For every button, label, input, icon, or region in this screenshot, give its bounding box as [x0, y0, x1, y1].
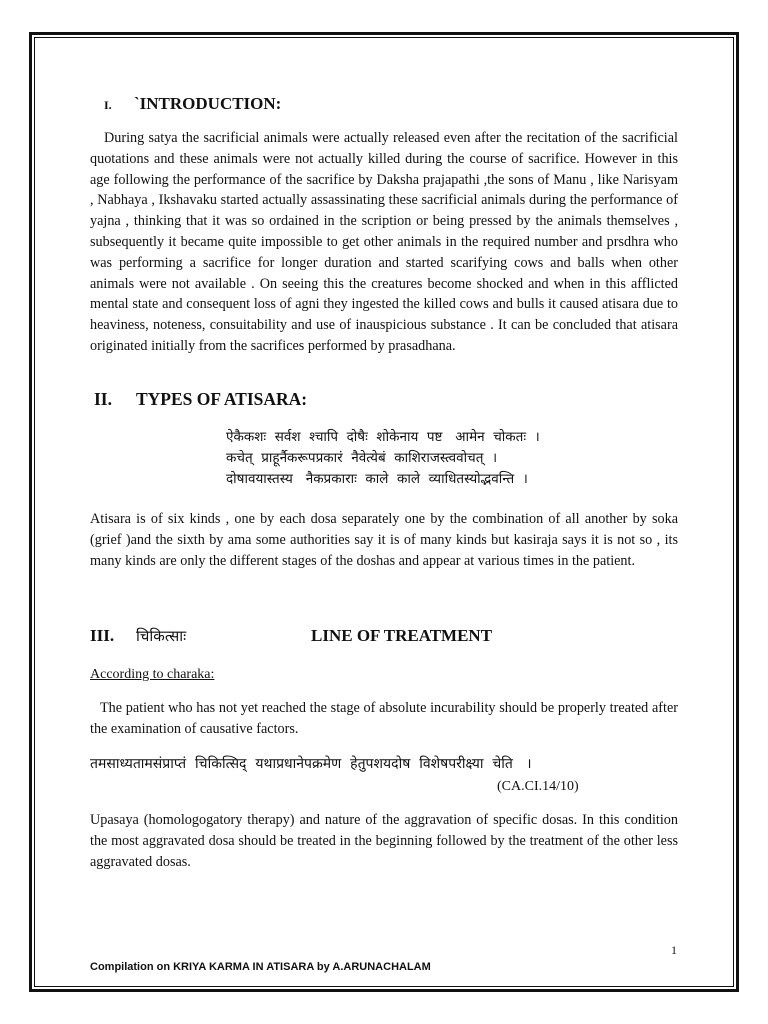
section-3-sanskrit-title: चिकित्साः — [136, 627, 187, 645]
section-2-title: TYPES OF ATISARA: — [136, 389, 308, 409]
section-1-heading — [104, 94, 281, 114]
section-3-title: LINE OF TREATMENT — [311, 626, 493, 645]
treatment-paragraph-2: Upasaya (homologogatory therapy) and nature of the aggravation of specific dosas. In this condition the most aggravated dosa should be treated in the beginning followed by the treatment of the other less aggravated dosas. — [90, 812, 678, 870]
footer-text: Compilation on KRIYA KARMA IN ATISARA by A.ARUNACHALAM — [90, 961, 431, 973]
section-1-number: I. — [104, 98, 112, 112]
introduction-paragraph: During satya the sacrificial animals were actually released even after the recitation of the sacrificial quotations and these animals were not actually killed during the course of sacrifice. However in this age following the performance of the sacrifice by Daksha prajapathi ,the sons of Manu , like Narisyam , Nabhaya , Ikshavaku started actually assassinating these sacrificial animals during the performance of yajna , thinking that it was so ordained in the scription or being pressed by the animals themselves , subsequently it became quite impossible to get other animals in the required number and prsdhra who was performing a sacrifice for longer duration and started scarifying cows and balls when other animals were not available . On seeing this the creatures become shocked and when in this afflicted mental state and consequent loss of agni they ingested the killed cows and bulls it caused atisara due to heaviness, noteness, consuitability and use of inauspicious substance . It can be concluded that atisara originated initially from the sacrifices performed by prasadhana. — [90, 130, 678, 354]
verse-reference: (CA.CI.14/10) — [497, 779, 579, 794]
charaka-subheading: According to charaka: — [90, 667, 215, 682]
section-1-title: `INTRODUCTION: — [134, 94, 282, 113]
treatment-paragraph-1: The patient who has not yet reached the stage of absolute incurability should be properly treated after the examination of causative factors. — [90, 700, 678, 737]
section-2-heading — [94, 389, 307, 410]
section-2-number: II. — [94, 389, 112, 409]
types-paragraph: Atisara is of six kinds , one by each dosa separately one by the combination of all another by soka (grief )and the sixth by ama some authorities say it is of many kinds but kasiraja says it is not so , its many kinds are only the different stages of the doshas and appear at various times in the patient. — [90, 511, 678, 569]
sanskrit-verse-line-1: ऐकैकशः सर्वश श्चापि दोषैः शोकेनाय पष्ट आमेन चोकतः । — [226, 429, 540, 445]
page-number: 1 — [671, 943, 677, 957]
sanskrit-verse-line-3: दोषावयास्तस्य नैकप्रकाराः काले काले व्याधितस्योद्भवन्ति । — [226, 471, 528, 487]
section-3-number: III. — [90, 626, 115, 645]
charaka-verse: तमसाध्यतामसंप्राप्तं चिकित्सिद् यथाप्रधानेपक्रमेण हेतुपशयदोष विशेषपरीक्ष्या चेति । — [90, 756, 532, 772]
section-3-heading — [90, 626, 492, 646]
sanskrit-verse-line-2: कचेत् प्राहूर्नैकरूपप्रकारं नैवेत्येबं काशिराजस्त्ववोचत् । — [226, 450, 498, 466]
